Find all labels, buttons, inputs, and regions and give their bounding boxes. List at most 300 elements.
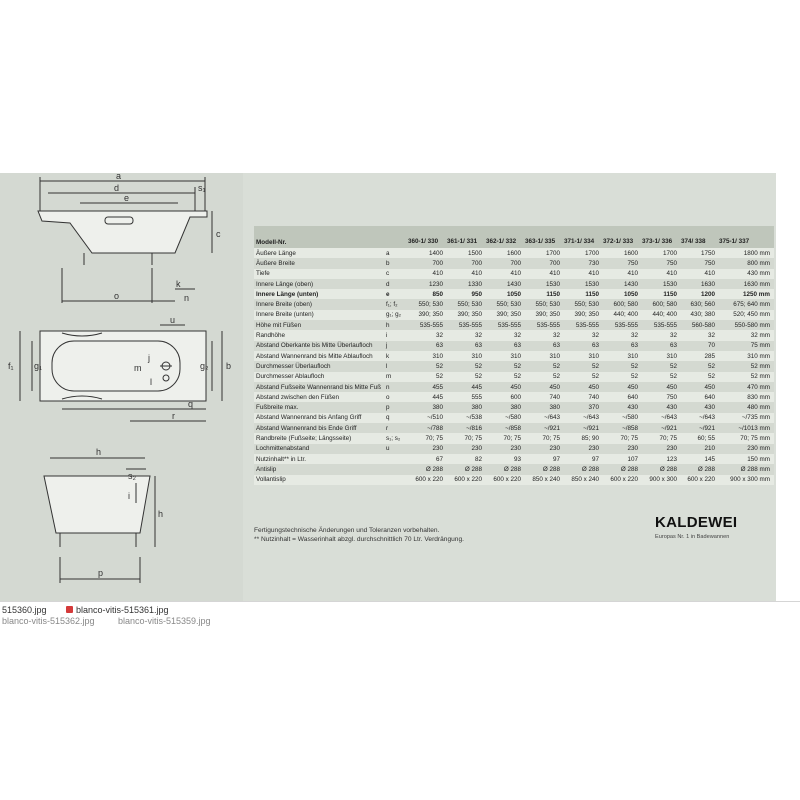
table-cell: 52 xyxy=(640,372,679,382)
table-cell: 430 xyxy=(601,402,640,412)
table-cell: 1500 xyxy=(445,248,484,258)
row-label: Tiefe xyxy=(254,269,384,279)
table-cell: 150 mm xyxy=(717,454,774,464)
table-cell: 70; 75 xyxy=(523,433,562,443)
table-cell: 52 xyxy=(601,361,640,371)
table-cell: 52 xyxy=(484,361,523,371)
table-header-row xyxy=(254,226,774,248)
table-row xyxy=(254,423,774,433)
table-cell: 450 xyxy=(562,382,601,392)
taskbar-item-515360[interactable] xyxy=(2,605,47,615)
table-cell: 97 xyxy=(562,454,601,464)
table-cell: 52 xyxy=(562,361,601,371)
table-cell: 430; 380 xyxy=(679,310,717,320)
row-label: Abstand Oberkante bis Mitte Überlaufloch xyxy=(254,341,384,351)
table-cell: 450 xyxy=(484,382,523,392)
table-cell: ~/921 xyxy=(562,423,601,433)
row-label: Antislip xyxy=(254,464,384,474)
row-label: Höhe mit Füßen xyxy=(254,320,384,330)
table-cell: 230 mm xyxy=(717,444,774,454)
table-cell: 550; 530 xyxy=(562,299,601,309)
footnote-capacity: ** Nutzinhalt = Wasserinhalt abzgl. durchschnittlich 70 Ltr. Verdrängung. xyxy=(254,536,464,543)
table-cell: 1700 xyxy=(523,248,562,258)
table-cell: 70; 75 mm xyxy=(717,433,774,443)
table-cell: 1050 xyxy=(484,289,523,299)
table-row xyxy=(254,320,774,330)
dim-label-n: n xyxy=(184,293,190,303)
row-symbol: p xyxy=(384,402,406,412)
table-cell: 900 x 300 mm xyxy=(717,475,774,485)
table-cell: ~/510 xyxy=(406,413,445,423)
table-cell: ~/921 xyxy=(640,423,679,433)
table-cell: 1750 xyxy=(679,248,717,258)
table-cell: 63 xyxy=(640,341,679,351)
table-cell: ~/788 xyxy=(406,423,445,433)
dim-label-g1: g₁ xyxy=(34,361,43,371)
table-cell: 750 xyxy=(640,392,679,402)
table-cell: ~/858 xyxy=(601,423,640,433)
table-cell: 32 xyxy=(640,330,679,340)
dim-label-g2: g₂ xyxy=(200,361,209,371)
table-cell: 97 xyxy=(523,454,562,464)
technical-drawings xyxy=(0,173,243,601)
row-symbol: q xyxy=(384,413,406,423)
table-cell: 640 xyxy=(679,392,717,402)
table-cell: 1630 mm xyxy=(717,279,774,289)
table-cell: 410 xyxy=(523,269,562,279)
row-label: Vollantislip xyxy=(254,475,384,485)
table-cell: 600 x 220 xyxy=(679,475,717,485)
table-cell: 123 xyxy=(640,454,679,464)
row-label: Abstand Wannenrand bis Ende Griff xyxy=(254,423,384,433)
table-cell: 535-555 xyxy=(445,320,484,330)
table-cell: Ø 288 xyxy=(640,464,679,474)
row-symbol: o xyxy=(384,392,406,402)
table-cell: 32 xyxy=(406,330,445,340)
dim-label-k: k xyxy=(176,279,181,289)
row-label: Innere Breite (unten) xyxy=(254,310,384,320)
row-symbol: c xyxy=(384,269,406,279)
table-row xyxy=(254,330,774,340)
table-cell: 70; 75 xyxy=(640,433,679,443)
dim-label-f1: f₁ xyxy=(8,361,14,371)
table-cell: 32 xyxy=(679,330,717,340)
table-cell: 63 xyxy=(523,341,562,351)
column-header: 363-1/ 335 xyxy=(523,226,562,248)
table-cell: 32 xyxy=(484,330,523,340)
table-cell: 52 xyxy=(523,361,562,371)
table-cell: 32 mm xyxy=(717,330,774,340)
table-cell: 107 xyxy=(601,454,640,464)
dim-label-c: c xyxy=(216,229,221,239)
table-cell: 310 mm xyxy=(717,351,774,361)
table-cell: 550-580 mm xyxy=(717,320,774,330)
table-row xyxy=(254,372,774,382)
table-cell: 535-555 xyxy=(484,320,523,330)
table-cell: 535-555 xyxy=(562,320,601,330)
table-cell: 555 xyxy=(445,392,484,402)
row-symbol: g₁; g₂ xyxy=(384,310,406,320)
table-cell: 230 xyxy=(562,444,601,454)
table-cell: 470 mm xyxy=(717,382,774,392)
row-label: Abstand Fußseite Wannenrand bis Mitte Fuß xyxy=(254,382,384,392)
column-header: 375-1/ 337 xyxy=(717,226,774,248)
table-row xyxy=(254,444,774,454)
table-row xyxy=(254,299,774,309)
table-cell: 1150 xyxy=(523,289,562,299)
row-symbol: h xyxy=(384,320,406,330)
table-cell: 1800 mm xyxy=(717,248,774,258)
table-cell: 750 xyxy=(679,258,717,268)
dim-label-o: o xyxy=(114,291,120,301)
row-label: Innere Breite (oben) xyxy=(254,299,384,309)
taskbar-item-blanco-vitis-515362[interactable] xyxy=(2,616,95,626)
table-cell: 600 x 220 xyxy=(484,475,523,485)
row-symbol: i xyxy=(384,330,406,340)
dim-label-s1: s₁ xyxy=(198,183,206,193)
table-cell: ~/735 mm xyxy=(717,413,774,423)
table-cell: 750 xyxy=(640,258,679,268)
table-cell: 75 mm xyxy=(717,341,774,351)
table-cell: 535-555 xyxy=(640,320,679,330)
table-cell: 52 xyxy=(445,372,484,382)
brand-tagline: Europas Nr. 1 in Badewannen xyxy=(655,534,730,540)
table-cell: 630; 560 xyxy=(679,299,717,309)
table-cell: 1150 xyxy=(562,289,601,299)
taskbar-item-label: blanco-vitis-515362.jpg xyxy=(2,616,95,626)
dim-label-u: u xyxy=(170,315,176,325)
row-symbol: l xyxy=(384,361,406,371)
table-cell: ~/538 xyxy=(445,413,484,423)
table-cell: 32 xyxy=(445,330,484,340)
table-cell: 310 xyxy=(562,351,601,361)
table-cell: 310 xyxy=(484,351,523,361)
table-cell: 52 xyxy=(679,361,717,371)
table-cell: 63 xyxy=(406,341,445,351)
table-cell: 82 xyxy=(445,454,484,464)
row-label: Durchmesser Überlaufloch xyxy=(254,361,384,371)
footnotes xyxy=(254,526,464,544)
table-cell: 380 xyxy=(445,402,484,412)
image-file-icon xyxy=(66,606,73,613)
row-label: Abstand Wannenrand bis Anfang Griff xyxy=(254,413,384,423)
table-cell: 93 xyxy=(484,454,523,464)
table-cell: 410 xyxy=(679,269,717,279)
table-cell: 390; 350 xyxy=(562,310,601,320)
table-cell: 32 xyxy=(601,330,640,340)
table-cell: 310 xyxy=(601,351,640,361)
table-cell: 1530 xyxy=(640,279,679,289)
table-cell: 52 xyxy=(679,372,717,382)
table-cell: 600 x 220 xyxy=(406,475,445,485)
row-label: Randbreite (Fußseite; Längsseite) xyxy=(254,433,384,443)
row-symbol: k xyxy=(384,351,406,361)
footnote-tolerances: Fertigungstechnische Änderungen und Toleranzen vorbehalten. xyxy=(254,527,440,534)
dim-label-l: l xyxy=(150,377,152,387)
table-cell: 70 xyxy=(679,341,717,351)
table-cell: Ø 288 xyxy=(562,464,601,474)
table-cell: 63 xyxy=(562,341,601,351)
row-label: Innere Länge (oben) xyxy=(254,279,384,289)
end-view-drawing xyxy=(44,458,155,583)
table-cell: ~/921 xyxy=(679,423,717,433)
table-cell: ~/643 xyxy=(640,413,679,423)
table-cell: 1150 xyxy=(640,289,679,299)
dim-label-r: r xyxy=(172,411,175,421)
table-cell: 600 x 220 xyxy=(445,475,484,485)
table-cell: 210 xyxy=(679,444,717,454)
table-cell: 145 xyxy=(679,454,717,464)
table-cell: 700 xyxy=(523,258,562,268)
row-label: Durchmesser Ablaufloch xyxy=(254,372,384,382)
row-symbol: n xyxy=(384,382,406,392)
table-cell: 410 xyxy=(640,269,679,279)
row-label: Innere Länge (unten) xyxy=(254,289,384,299)
table-cell: 730 xyxy=(562,258,601,268)
table-row xyxy=(254,258,774,268)
dim-label-d: d xyxy=(114,183,120,193)
table-cell: 700 xyxy=(445,258,484,268)
dim-label-q: q xyxy=(188,399,194,409)
table-cell: 310 xyxy=(640,351,679,361)
table-cell: Ø 288 xyxy=(484,464,523,474)
dim-label-j: j xyxy=(148,353,150,363)
table-cell: 550; 530 xyxy=(406,299,445,309)
table-cell: 850 xyxy=(406,289,445,299)
table-cell: ~/643 xyxy=(562,413,601,423)
table-cell: ~/580 xyxy=(484,413,523,423)
table-cell: 600; 580 xyxy=(640,299,679,309)
table-cell: 410 xyxy=(562,269,601,279)
table-cell: 310 xyxy=(445,351,484,361)
spec-table-body xyxy=(254,248,774,485)
dim-label-s2: s₂ xyxy=(128,471,136,481)
table-cell: 310 xyxy=(523,351,562,361)
column-header: 373-1/ 336 xyxy=(640,226,679,248)
table-cell: 1250 mm xyxy=(717,289,774,299)
table-cell: 52 xyxy=(406,361,445,371)
row-symbol: b xyxy=(384,258,406,268)
table-cell: 285 xyxy=(679,351,717,361)
table-cell: 52 mm xyxy=(717,361,774,371)
table-cell: 1600 xyxy=(484,248,523,258)
table-cell: ~/921 xyxy=(523,423,562,433)
column-header: 371-1/ 334 xyxy=(562,226,601,248)
table-cell: 430 xyxy=(679,402,717,412)
table-cell: 52 xyxy=(523,372,562,382)
table-cell: 1700 xyxy=(640,248,679,258)
column-header: 372-1/ 333 xyxy=(601,226,640,248)
row-label: Lochmittenabstand xyxy=(254,444,384,454)
table-cell: 675; 640 mm xyxy=(717,299,774,309)
row-label: Nutzinhalt** in Ltr. xyxy=(254,454,384,464)
table-cell: 535-555 xyxy=(406,320,445,330)
table-cell: 560-580 xyxy=(679,320,717,330)
table-cell: 410 xyxy=(445,269,484,279)
table-cell: 1330 xyxy=(445,279,484,289)
table-row xyxy=(254,361,774,371)
column-header: 360-1/ 330 xyxy=(406,226,445,248)
table-cell: 800 mm xyxy=(717,258,774,268)
table-cell: 52 xyxy=(562,372,601,382)
table-cell: 445 xyxy=(406,392,445,402)
table-cell: 70; 75 xyxy=(406,433,445,443)
table-cell: 455 xyxy=(406,382,445,392)
table-row xyxy=(254,475,774,485)
table-cell: 700 xyxy=(406,258,445,268)
table-cell: 740 xyxy=(523,392,562,402)
table-cell: 390; 350 xyxy=(406,310,445,320)
table-cell: 850 x 240 xyxy=(523,475,562,485)
table-cell: Ø 288 xyxy=(445,464,484,474)
table-cell: 535-555 xyxy=(523,320,562,330)
row-label: Abstand Wannenrand bis Mitte Ablaufloch xyxy=(254,351,384,361)
row-symbol: e xyxy=(384,289,406,299)
row-label: Äußere Länge xyxy=(254,248,384,258)
table-cell: 70; 75 xyxy=(601,433,640,443)
table-cell: 52 xyxy=(484,372,523,382)
table-cell: 750 xyxy=(601,258,640,268)
table-row xyxy=(254,382,774,392)
table-cell: Ø 288 mm xyxy=(717,464,774,474)
column-header: 374/ 338 xyxy=(679,226,717,248)
dim-label-b: b xyxy=(226,361,232,371)
table-cell: 1400 xyxy=(406,248,445,258)
table-cell: 1630 xyxy=(679,279,717,289)
table-cell: 600 x 220 xyxy=(601,475,640,485)
row-label: Randhöhe xyxy=(254,330,384,340)
taskbar-item-label: blanco-vitis-515359.jpg xyxy=(118,616,211,626)
table-cell: 450 xyxy=(523,382,562,392)
table-row xyxy=(254,310,774,320)
dim-label-m: m xyxy=(134,363,142,373)
table-cell: 230 xyxy=(406,444,445,454)
row-symbol: j xyxy=(384,341,406,351)
table-cell: 520; 450 mm xyxy=(717,310,774,320)
table-cell: 63 xyxy=(484,341,523,351)
row-symbol: m xyxy=(384,372,406,382)
table-cell: 600 xyxy=(484,392,523,402)
table-cell: ~/1013 mm xyxy=(717,423,774,433)
row-symbol xyxy=(384,475,406,485)
table-cell: 32 xyxy=(562,330,601,340)
row-label: Fußbreite max. xyxy=(254,402,384,412)
table-cell: 70; 75 xyxy=(445,433,484,443)
table-row xyxy=(254,433,774,443)
dim-label-a: a xyxy=(116,173,122,181)
table-cell: 1430 xyxy=(601,279,640,289)
table-cell: 380 xyxy=(523,402,562,412)
table-cell: 230 xyxy=(640,444,679,454)
dim-label-p: p xyxy=(98,568,104,578)
taskbar-item-blanco-vitis-515359[interactable] xyxy=(118,616,211,626)
table-cell: 1200 xyxy=(679,289,717,299)
table-row xyxy=(254,454,774,464)
table-cell: 430 xyxy=(640,402,679,412)
kaldewei-logo: KALDEWEI xyxy=(655,514,738,531)
row-symbol: r xyxy=(384,423,406,433)
table-cell: Ø 288 xyxy=(523,464,562,474)
column-header: 361-1/ 331 xyxy=(445,226,484,248)
table-cell: 60; 55 xyxy=(679,433,717,443)
table-cell: 52 xyxy=(640,361,679,371)
table-cell: 900 x 300 xyxy=(640,475,679,485)
taskbar-item-blanco-vitis-515361[interactable] xyxy=(66,605,169,615)
table-cell: 1530 xyxy=(562,279,601,289)
table-cell: 67 xyxy=(406,454,445,464)
table-row xyxy=(254,464,774,474)
table-cell: 450 xyxy=(601,382,640,392)
table-cell: 63 xyxy=(601,341,640,351)
table-cell: Ø 288 xyxy=(679,464,717,474)
taskbar xyxy=(0,601,800,628)
table-cell: 230 xyxy=(523,444,562,454)
row-symbol: a xyxy=(384,248,406,258)
table-cell: 52 xyxy=(445,361,484,371)
table-cell: 52 xyxy=(601,372,640,382)
row-label: Abstand zwischen den Füßen xyxy=(254,392,384,402)
table-cell: 410 xyxy=(601,269,640,279)
table-cell: 410 xyxy=(406,269,445,279)
table-row xyxy=(254,392,774,402)
row-symbol: u xyxy=(384,444,406,454)
table-cell: 1230 xyxy=(406,279,445,289)
table-row xyxy=(254,351,774,361)
row-symbol: f₁; f₂ xyxy=(384,299,406,309)
table-cell: 700 xyxy=(484,258,523,268)
table-cell: 52 mm xyxy=(717,372,774,382)
table-cell: ~/643 xyxy=(523,413,562,423)
spec-table xyxy=(254,226,774,485)
table-cell: Ø 288 xyxy=(601,464,640,474)
table-cell: 1530 xyxy=(523,279,562,289)
table-cell: 950 xyxy=(445,289,484,299)
table-cell: 70; 75 xyxy=(484,433,523,443)
table-cell: 380 xyxy=(484,402,523,412)
table-cell: 430 mm xyxy=(717,269,774,279)
table-cell: 410 xyxy=(484,269,523,279)
table-cell: 550; 530 xyxy=(484,299,523,309)
column-header: 362-1/ 332 xyxy=(484,226,523,248)
table-cell: 535-555 xyxy=(601,320,640,330)
dim-label-i: i xyxy=(128,491,130,501)
table-cell: 390; 350 xyxy=(523,310,562,320)
table-cell: 310 xyxy=(406,351,445,361)
table-cell: 32 xyxy=(523,330,562,340)
table-row xyxy=(254,248,774,258)
taskbar-item-label: 515360.jpg xyxy=(2,605,47,615)
table-cell: 390; 350 xyxy=(445,310,484,320)
table-cell: 480 mm xyxy=(717,402,774,412)
table-cell: 440; 400 xyxy=(601,310,640,320)
table-cell: 550; 530 xyxy=(523,299,562,309)
table-cell: 390; 350 xyxy=(484,310,523,320)
table-cell: 440; 400 xyxy=(640,310,679,320)
table-cell: 1050 xyxy=(601,289,640,299)
header-model-label: Modell-Nr. xyxy=(254,226,384,248)
table-cell: 450 xyxy=(640,382,679,392)
table-cell: ~/816 xyxy=(445,423,484,433)
dim-label-h2: h xyxy=(158,509,164,519)
table-cell: 85; 90 xyxy=(562,433,601,443)
table-cell: 230 xyxy=(445,444,484,454)
table-row xyxy=(254,269,774,279)
table-cell: 370 xyxy=(562,402,601,412)
table-cell: 380 xyxy=(406,402,445,412)
table-cell: ~/643 xyxy=(679,413,717,423)
table-cell: 830 mm xyxy=(717,392,774,402)
row-symbol: d xyxy=(384,279,406,289)
